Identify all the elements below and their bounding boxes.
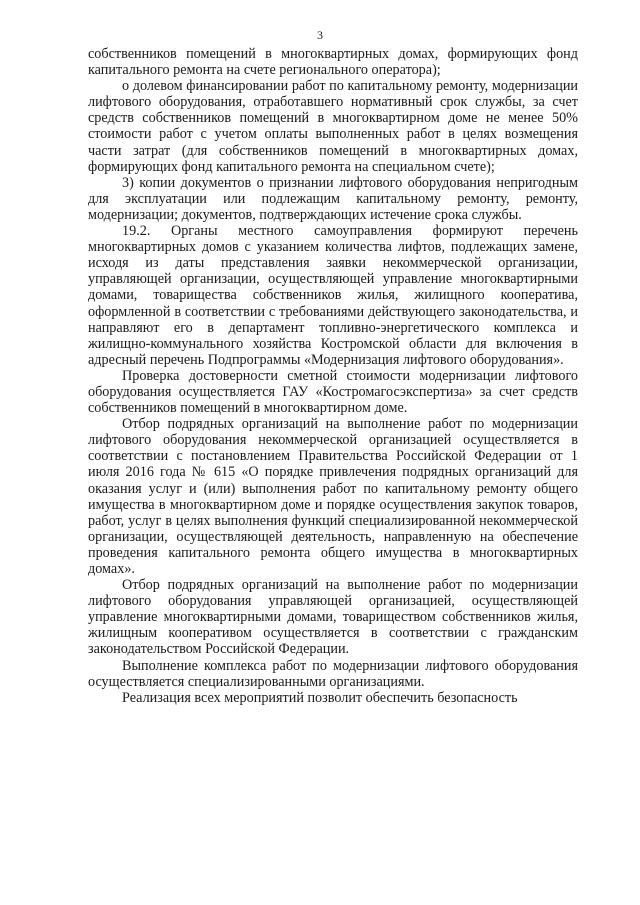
paragraph-selection-nonprofit: Отбор подрядных организаций на выполнение работ по модернизации лифтового оборудования некоммерческой организацией осуществляется в соответствии с постановлением Правительства Российской Федерации от 1 июля 2016 года № 615 «О порядке привлечения подрядных организаций для оказания услуг и (или) выполнения работ по капитальному ремонту общего имущества в многоквартирном доме и порядке осуществления закупок товаров, работ, услуг в целях выполнения функций специализированной некоммерческой организации, осуществляющей деятельность, направленную на обеспечение проведения капитального ремонта общего имущества в многоквартирных домах». [88, 416, 578, 577]
paragraph-selection-management: Отбор подрядных организаций на выполнение работ по модернизации лифтового оборудования управляющей организацией, осуществляющей управление многоквартирными домами, товариществом собственников жилья, жилищным кооперативом осуществляется в соответствии с гражданским законодательством Российской Федерации. [88, 577, 578, 658]
paragraph-continuation: собственников помещений в многоквартирных домах, формирующих фонд капитального ремонта на счете регионального оператора); [88, 46, 578, 79]
paragraph-execution: Выполнение комплекса работ по модернизации лифтового оборудования осуществляется специализированными организациями. [88, 657, 578, 690]
document-body [88, 46, 578, 706]
paragraph-verification: Проверка достоверности сметной стоимости модернизации лифтового оборудования осуществляется ГАУ «Костромагосэкспертиза» за счет средств собственников помещений в многоквартирном доме. [88, 367, 578, 417]
paragraph-19-2: 19.2. Органы местного самоуправления формируют перечень многоквартирных домов с указанием количества лифтов, подлежащих замене, исходя из даты представления заявки некоммерческой организации, управляющей организации, осуществляющей управление многоквартирными домами, товарищества собственников жилья, жилищного кооператива, оформленной в соответствии с требованиями действующего законодательства, и направляют его в департамент топливно-энергетического комплекса и жилищно-коммунального хозяйства Костромской области для включения в адресный перечень Подпрограммы «Модернизация лифтового оборудования». [88, 223, 578, 368]
paragraph-implementation: Реализация всех мероприятий позволит обеспечить безопасность [122, 689, 518, 706]
paragraph-documents: 3) копии документов о признании лифтового оборудования непригодным для эксплуатации или подлежащим капитальному ремонту, ремонту, модернизации; документов, подтверждающих истечение срока службы. [88, 174, 578, 223]
paragraph-cofinancing: о долевом финансировании работ по капитальному ремонту, модернизации лифтового оборудования, отработавшего нормативный срок службы, за счет средств собственников помещений в многоквартирном доме не менее 50% стоимости работ с учетом оплаты выполненных работ в целях возмещения части затрат (для собственников помещений в многоквартирных домах, формирующих фонд капитального ремонта на специальном счете); [88, 78, 578, 175]
page-number: 3 [317, 28, 323, 42]
